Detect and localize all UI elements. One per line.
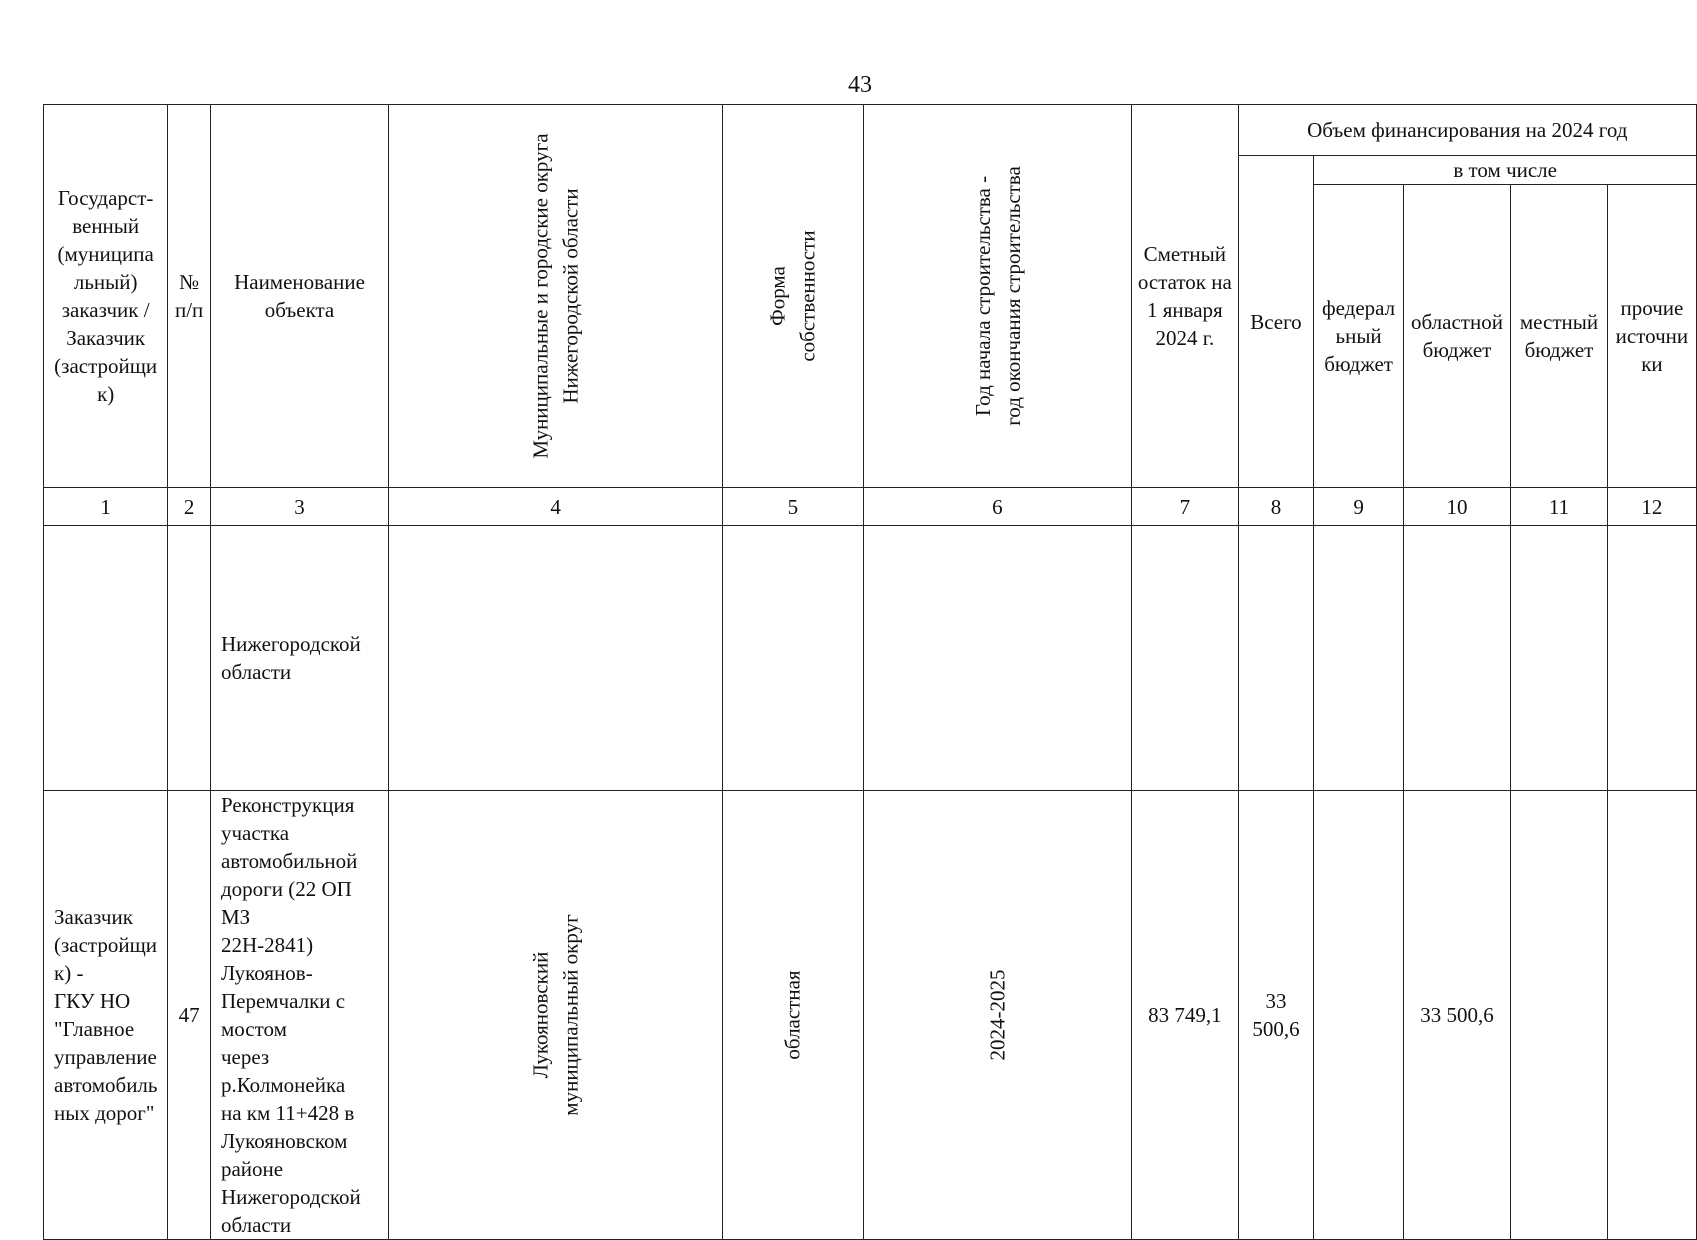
column-number: 9 xyxy=(1314,488,1403,526)
table-row xyxy=(44,791,1697,1240)
header-object-name: Наименование объекта xyxy=(210,105,388,488)
cell-object-name: Реконструкция участка автомобильной дороги (22 ОП МЗ 22Н-2841) Лукоянов- Перемчалки с мостом через р.Колмонейка на км 11+428 в Лукояновском районе Нижегородской области xyxy=(210,791,388,1240)
header-ownership: Форма собственности xyxy=(723,105,863,488)
cell-ownership: областная xyxy=(723,791,863,1240)
cell-total: 33 500,6 xyxy=(1238,791,1314,1240)
continuation-object-name: Нижегородской области xyxy=(210,526,388,791)
header-total: Всего xyxy=(1238,156,1314,488)
cell-number: 47 xyxy=(168,791,211,1240)
header-districts: Муниципальные и городские округа Нижегородской области xyxy=(389,105,723,488)
column-number: 12 xyxy=(1607,488,1696,526)
column-number: 8 xyxy=(1238,488,1314,526)
header-regional: областной бюджет xyxy=(1403,185,1510,488)
cell-regional: 33 500,6 xyxy=(1403,791,1510,1240)
column-number: 4 xyxy=(389,488,723,526)
column-number: 11 xyxy=(1511,488,1608,526)
column-number: 5 xyxy=(723,488,863,526)
cell-estimate-balance: 83 749,1 xyxy=(1132,791,1238,1240)
column-number: 10 xyxy=(1403,488,1510,526)
header-row-top xyxy=(44,105,1697,156)
header-estimate-balance: Сметный остаток на 1 января 2024 г. xyxy=(1132,105,1238,488)
header-years: Год начала строительства - год окончания строительства xyxy=(863,105,1132,488)
column-number: 3 xyxy=(210,488,388,526)
header-federal: федерал ьный бюджет xyxy=(1314,185,1403,488)
cell-district: Лукояновский муниципальный округ xyxy=(389,791,723,1240)
page-number: 43 xyxy=(848,72,872,98)
financing-table xyxy=(43,104,1697,1240)
cell-federal xyxy=(1314,791,1403,1240)
cell-customer: Заказчик (застройщи к) - ГКУ НО "Главное управление автомобиль ных дорог" xyxy=(44,791,168,1240)
column-number: 7 xyxy=(1132,488,1238,526)
column-number: 1 xyxy=(44,488,168,526)
column-number: 2 xyxy=(168,488,211,526)
cell-other xyxy=(1607,791,1696,1240)
cell-local xyxy=(1511,791,1608,1240)
header-other: прочие источни ки xyxy=(1607,185,1696,488)
column-number: 6 xyxy=(863,488,1132,526)
header-customer: Государст- венный (муниципа льный) заказчик / Заказчик (застройщи к) xyxy=(44,105,168,488)
cell-years: 2024-2025 xyxy=(863,791,1132,1240)
column-number-row xyxy=(44,488,1697,526)
header-number: № п/п xyxy=(168,105,211,488)
header-funding-group: Объем финансирования на 2024 год xyxy=(1238,105,1697,156)
header-including: в том числе xyxy=(1314,156,1697,185)
continuation-row xyxy=(44,526,1697,791)
header-local: местный бюджет xyxy=(1511,185,1608,488)
